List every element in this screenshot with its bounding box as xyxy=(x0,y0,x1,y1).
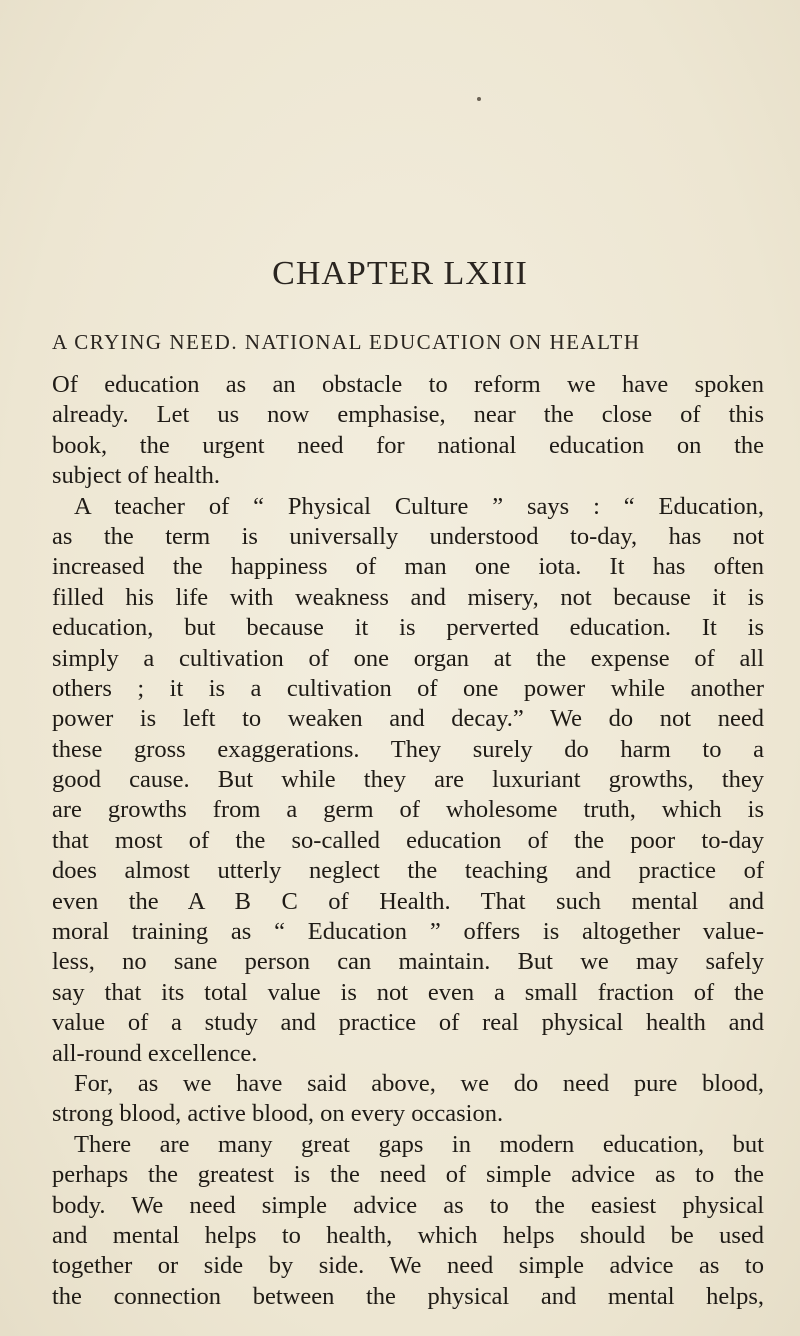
text-line: subject of health. xyxy=(52,462,221,490)
text-line: value of a study and practice of real physical health and xyxy=(52,1009,764,1037)
text-line: For, as we have said above, we do need pure blood, xyxy=(74,1069,764,1097)
text-line: and mental helps to health, which helps should be used xyxy=(52,1221,764,1249)
chapter-subtitle: A CRYING NEED. NATIONAL EDUCATION ON HEALTH xyxy=(52,330,641,354)
text-line: are growths from a germ of wholesome truth, which is xyxy=(52,796,764,824)
text-line: does almost utterly neglect the teaching and practice of xyxy=(52,857,764,885)
text-line: education, but because it is perverted education. It is xyxy=(52,614,764,642)
text-line: less, no sane person can maintain. But we may safely xyxy=(52,948,764,976)
text-line: power is left to weaken and decay.” We do not need xyxy=(52,705,764,733)
text-line: as the term is universally understood to-day, has not xyxy=(52,522,764,550)
body-text xyxy=(52,370,764,1312)
text-line: increased the happiness of man one iota. It has often xyxy=(52,553,764,581)
text-line: others ; it is a cultivation of one power while another xyxy=(52,674,764,702)
text-line: the connection between the physical and mental helps, xyxy=(52,1282,764,1310)
text-line: good cause. But while they are luxuriant growths, they xyxy=(52,766,764,794)
text-line: moral training as “ Education ” offers is altogether value- xyxy=(52,918,764,946)
text-line: these gross exaggerations. They surely do harm to a xyxy=(52,735,764,763)
text-line: simply a cultivation of one organ at the expense of all xyxy=(52,644,764,672)
text-line: filled his life with weakness and misery, not because it is xyxy=(52,583,764,611)
text-line: Of education as an obstacle to reform we have spoken xyxy=(52,371,764,398)
text-line: perhaps the greatest is the need of simple advice as to the xyxy=(52,1161,764,1189)
text-line: together or side by side. We need simple advice as to xyxy=(52,1252,764,1280)
text-line: There are many great gaps in modern education, but xyxy=(74,1130,764,1158)
text-line: body. We need simple advice as to the easiest physical xyxy=(52,1191,764,1219)
text-line: even the A B C of Health. That such mental and xyxy=(52,887,764,915)
text-line: strong blood, active blood, on every occasion. xyxy=(52,1100,504,1128)
paper-speck xyxy=(477,97,481,101)
text-line: say that its total value is not even a small fraction of the xyxy=(52,978,764,1006)
text-line: A teacher of “ Physical Culture ” says : “ Education, xyxy=(74,492,764,520)
chapter-title: CHAPTER LXIII xyxy=(272,255,528,292)
text-line: already. Let us now emphasise, near the close of this xyxy=(52,401,764,429)
text-line: that most of the so-called education of the poor to-day xyxy=(52,826,764,854)
text-line: book, the urgent need for national education on the xyxy=(52,431,764,459)
text-line: all-round excellence. xyxy=(52,1039,258,1067)
